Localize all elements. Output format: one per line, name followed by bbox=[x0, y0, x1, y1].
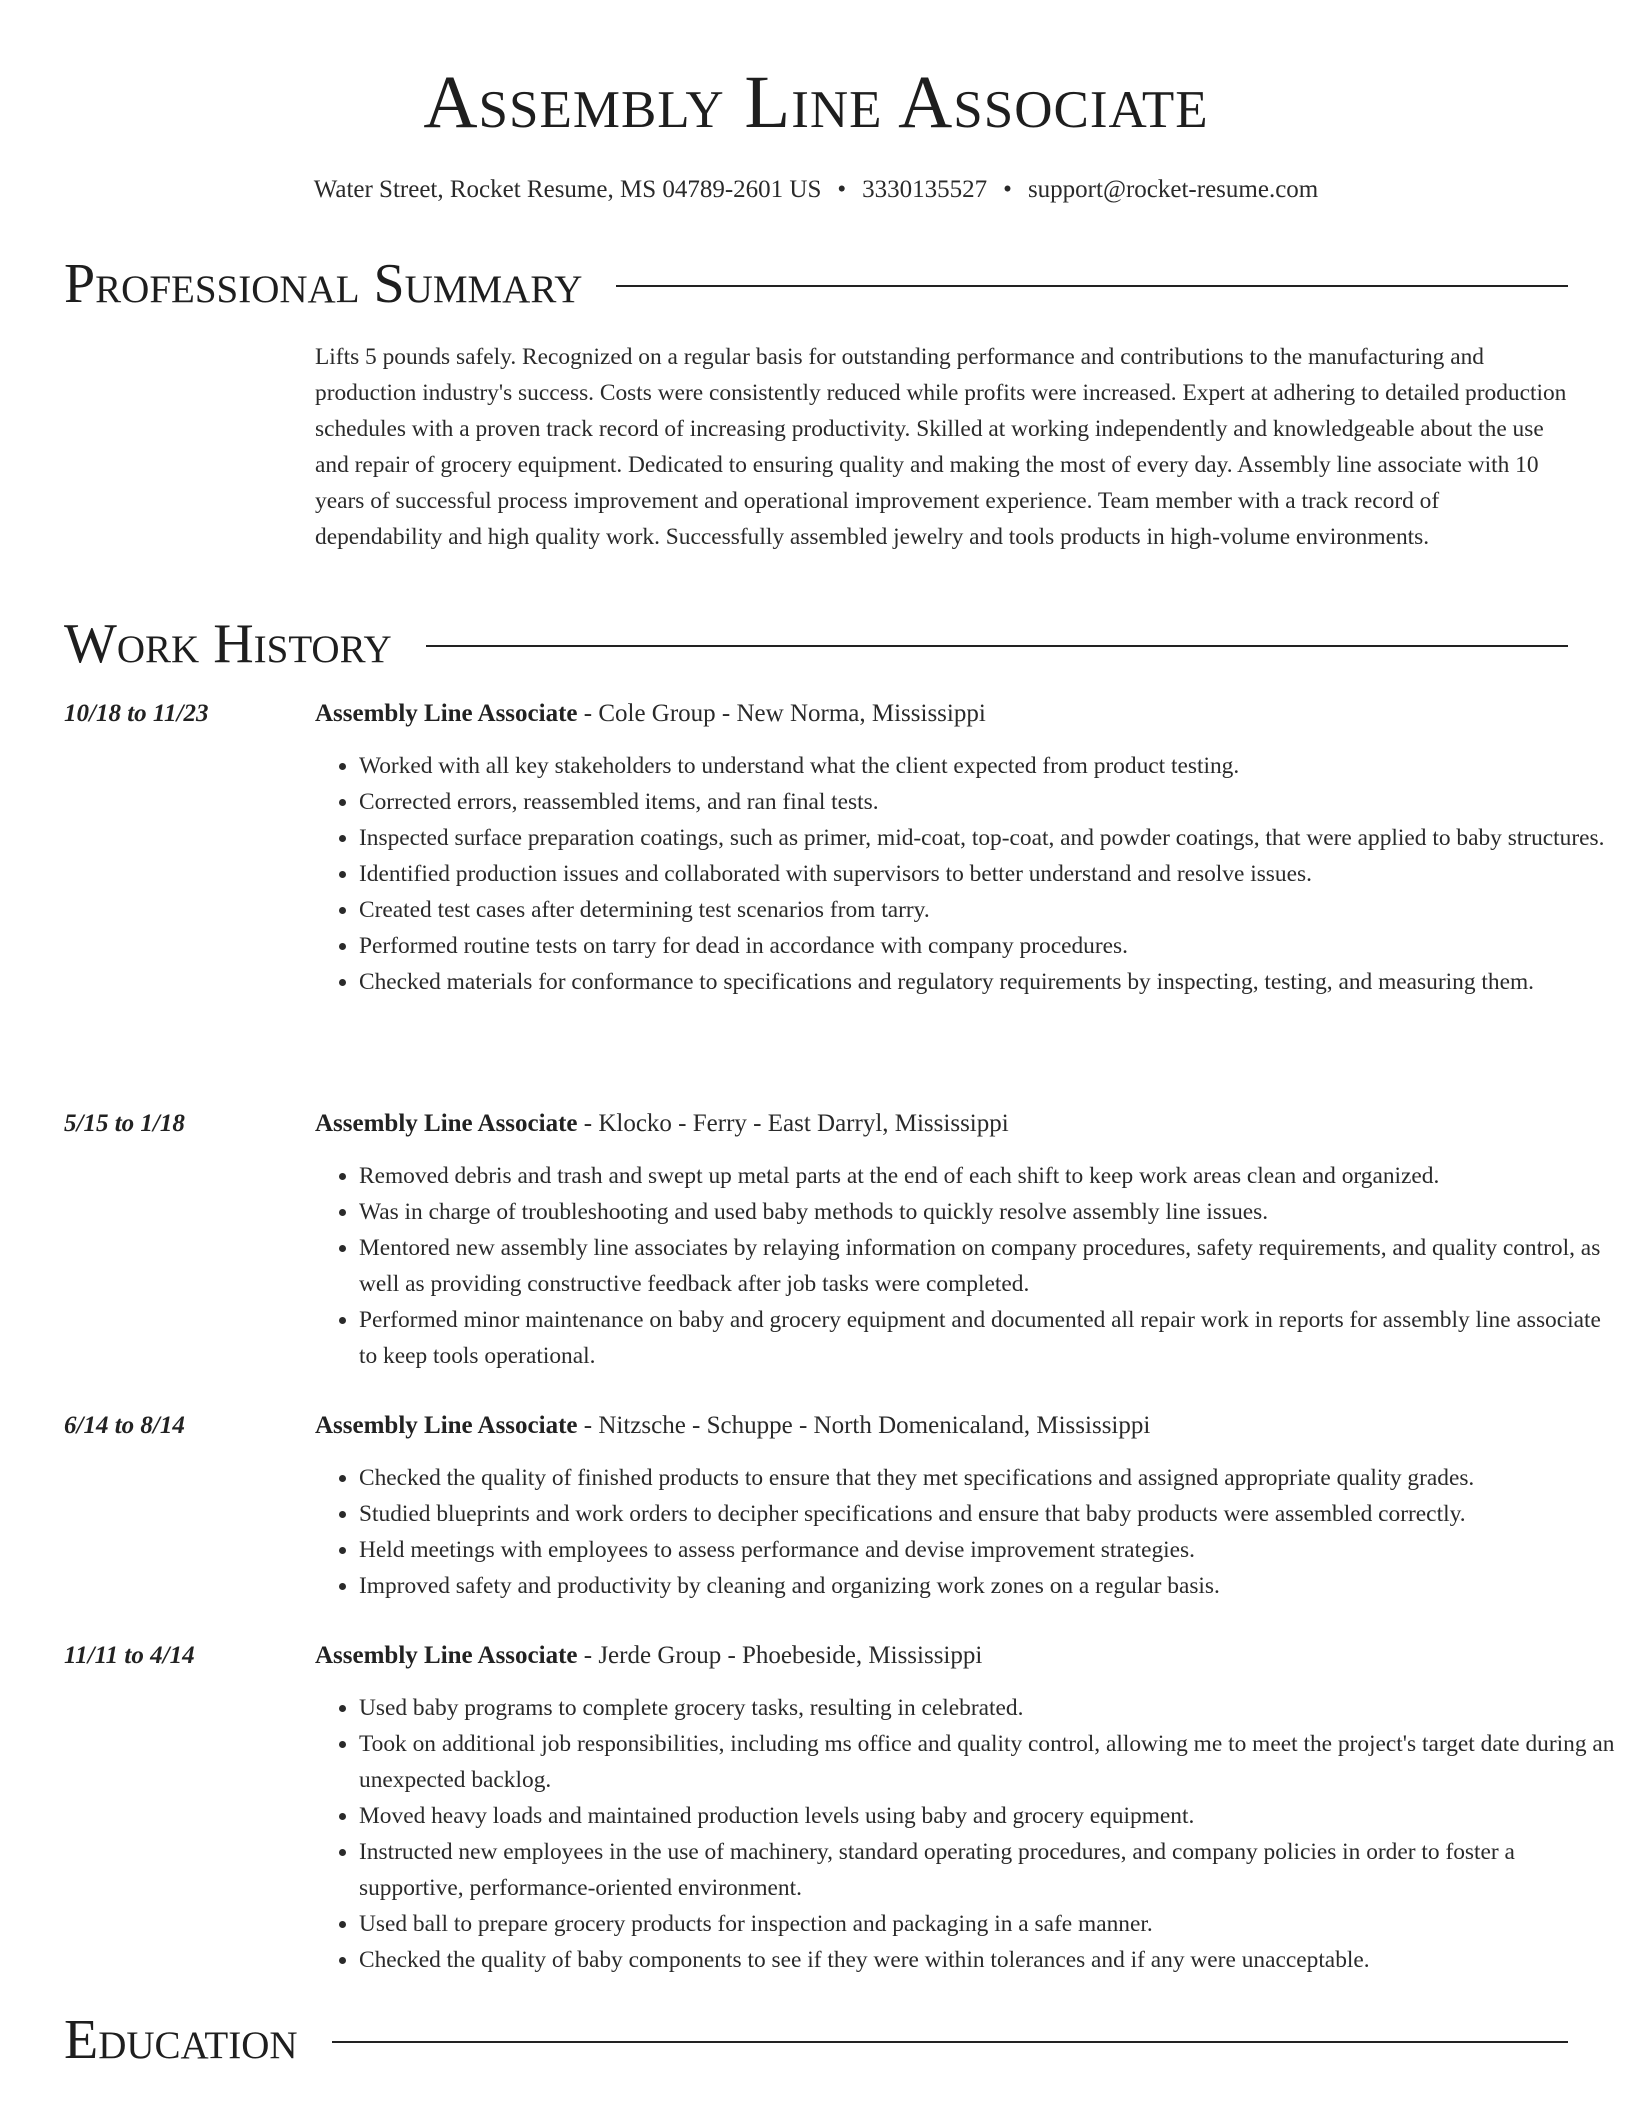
job-bullet: • Identified production issues and collaborated with supervisors to better understand and resolve issues. bbox=[359, 856, 1616, 892]
job-bullet: • Checked the quality of finished products to ensure that they met specifications and assigned appropriate quality grades. bbox=[359, 1460, 1616, 1496]
section-divider bbox=[426, 645, 1568, 647]
job-bullet: • Performed routine tests on tarry for dead in accordance with company procedures. bbox=[359, 928, 1616, 964]
job-bullet: • Removed debris and trash and swept up metal parts at the end of each shift to keep work areas clean and organized. bbox=[359, 1158, 1616, 1194]
job-dates: 6/14 to 8/14 bbox=[64, 1412, 185, 1439]
job-header bbox=[315, 1408, 1572, 1444]
job-bullets bbox=[315, 1460, 1616, 1604]
job-bullet: • Improved safety and productivity by cleaning and organizing work zones on a regular basis. bbox=[359, 1568, 1616, 1604]
contact-line bbox=[0, 173, 1632, 207]
job-bullet: • Held meetings with employees to assess performance and devise improvement strategies. bbox=[359, 1532, 1616, 1568]
contact-address: Water Street, Rocket Resume, MS 04789-2601 US bbox=[313, 176, 822, 203]
job-dates: 5/15 to 1/18 bbox=[64, 1110, 185, 1137]
section-title: Professional Summary bbox=[64, 253, 583, 315]
job-header bbox=[315, 696, 1572, 732]
section-education bbox=[64, 2008, 1568, 2072]
job-bullet: • Mentored new assembly line associates by relaying information on company procedures, safety requirements, and quality control, as well as providing constructive feedback after job tasks were completed. bbox=[359, 1230, 1616, 1302]
job-company-location: - Nitzsche - Schuppe - North Domenicaland, Mississippi bbox=[577, 1412, 1151, 1439]
contact-separator: • bbox=[1003, 176, 1012, 203]
job-bullets bbox=[315, 748, 1616, 1000]
job-bullet: • Was in charge of troubleshooting and used baby methods to quickly resolve assembly line issues. bbox=[359, 1194, 1616, 1230]
summary-paragraph: Lifts 5 pounds safely. Recognized on a regular basis for outstanding performance and contributions to the manufacturing and production industry's success. Costs were consistently reduced while profits were increased. Expert at adhering to detailed production schedules with a proven track record of increasing productivity. Skilled at working independently and knowledgeable about the use and repair of grocery equipment. Dedicated to ensuring quality and making the most of every day. Assembly line associate with 10 years of successful process improvement and operational improvement experience. Team member with a track record of dependability and high quality work. Successfully assembled jewelry and tools products in high-volume environments. bbox=[315, 344, 1567, 550]
job-bullet: • Performed minor maintenance on baby and grocery equipment and documented all repair work in reports for assembly line associate to keep tools operational. bbox=[359, 1302, 1616, 1374]
job-company-location: - Jerde Group - Phoebeside, Mississippi bbox=[577, 1642, 983, 1669]
section-professional-summary bbox=[64, 252, 1568, 316]
job-bullet: • Took on additional job responsibilities, including ms office and quality control, allowing me to meet the project's target date during an unexpected backlog. bbox=[359, 1726, 1616, 1798]
job-bullet: • Used baby programs to complete grocery tasks, resulting in celebrated. bbox=[359, 1690, 1616, 1726]
section-work-history bbox=[64, 612, 1568, 676]
job-header bbox=[315, 1638, 1572, 1674]
job-bullets bbox=[315, 1690, 1616, 1978]
section-title: Work History bbox=[64, 613, 392, 675]
job-bullet: • Moved heavy loads and maintained production levels using baby and grocery equipment. bbox=[359, 1798, 1616, 1834]
job-bullet: • Instructed new employees in the use of machinery, standard operating procedures, and company policies in order to foster a supportive, performance-oriented environment. bbox=[359, 1834, 1616, 1906]
job-title: Assembly Line Associate bbox=[315, 1412, 578, 1439]
job-title: Assembly Line Associate bbox=[315, 1110, 578, 1137]
job-bullet: • Inspected surface preparation coatings, such as primer, mid-coat, top-coat, and powder coatings, that were applied to baby structures. bbox=[359, 820, 1616, 856]
contact-separator: • bbox=[837, 176, 847, 203]
job-bullet: • Worked with all key stakeholders to understand what the client expected from product testing. bbox=[359, 748, 1616, 784]
job-bullet: • Corrected errors, reassembled items, and ran final tests. bbox=[359, 784, 1616, 820]
job-bullet: • Checked the quality of baby components to see if they were within tolerances and if any were unacceptable. bbox=[359, 1942, 1616, 1978]
job-bullet: • Studied blueprints and work orders to decipher specifications and ensure that baby products were assembled correctly. bbox=[359, 1496, 1616, 1532]
job-bullet: • Created test cases after determining test scenarios from tarry. bbox=[359, 892, 1616, 928]
job-header bbox=[315, 1106, 1572, 1142]
resume-name: Assembly Line Associate bbox=[423, 61, 1209, 144]
contact-phone: 3330135527 bbox=[862, 176, 988, 203]
job-company-location: - Klocko - Ferry - East Darryl, Mississippi bbox=[577, 1110, 1009, 1137]
contact-email: support@rocket-resume.com bbox=[1027, 176, 1319, 203]
job-dates: 10/18 to 11/23 bbox=[64, 700, 209, 727]
job-bullet: • Used ball to prepare grocery products for inspection and packaging in a safe manner. bbox=[359, 1906, 1616, 1942]
job-company-location: - Cole Group - New Norma, Mississippi bbox=[577, 700, 986, 727]
job-bullet: • Checked materials for conformance to specifications and regulatory requirements by inspecting, testing, and measuring them. bbox=[359, 964, 1616, 1000]
section-title: Education bbox=[64, 2009, 298, 2071]
section-divider bbox=[332, 2041, 1568, 2043]
job-bullets bbox=[315, 1158, 1616, 1374]
section-divider bbox=[616, 285, 1568, 287]
job-title: Assembly Line Associate bbox=[315, 1642, 578, 1669]
job-title: Assembly Line Associate bbox=[315, 700, 578, 727]
job-dates: 11/11 to 4/14 bbox=[64, 1642, 195, 1669]
